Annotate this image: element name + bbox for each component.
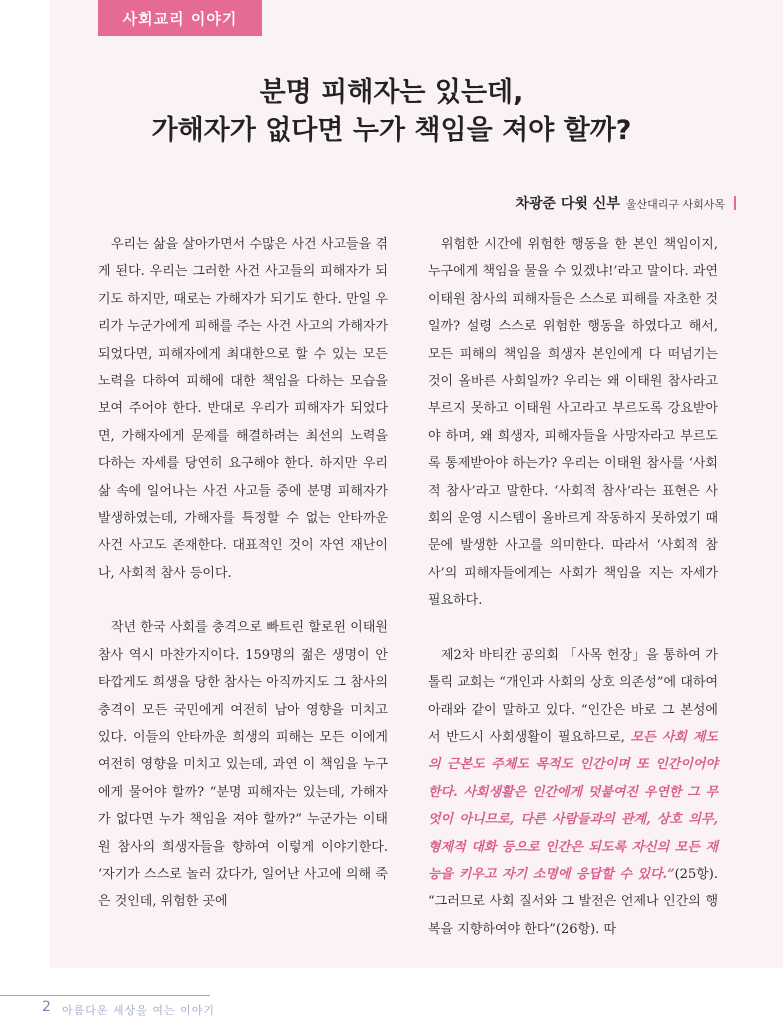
author-byline bbox=[515, 193, 736, 213]
magazine-name: 아름다운 세상을 여는 이야기 bbox=[62, 1004, 216, 1017]
paragraph: 위험한 시간에 위험한 행동을 한 본인 책임이지, 누구에게 책임을 물을 수 있겠냐!’라고 말이다. 과연 이태원 참사의 피해자들은 스스로 피해를 자초한 것일까? 설령 스스로 위험한 행동을 하였다고 해서, 모든 피해의 책임을 희생자 본인에게 다 떠넘기는 것이 올바른 사회일까? 우리는 왜 이태원 참사라고 부르지 못하고 이태원 사고라고 부르도록 강요받아야 하며, 왜 희생자, 피해자들을 사망자라고 부르도록 통제받아야 하는가? 우리는 이태원 참사를 ‘사회적 참사’라고 말한다. ‘사회적 참사’라는 표현은 사회의 운영 시스템이 올바르게 작동하지 못하였기 때문에 발생한 사고를 의미한다. 따라서 ‘사회적 참사’의 피해자들에게는 사회가 책임을 지는 자세가 필요하다. bbox=[428, 237, 718, 609]
paragraph: 작년 한국 사회를 충격으로 빠트린 할로윈 이태원 참사 역시 마찬가지이다. 159명의 젊은 생명이 안타깝게도 희생을 당한 참사는 아직까지도 그 참사의 충격이 모든 국민에게 여전히 남아 영향을 미치고 있다. 이들의 안타까운 희생의 피해는 모든 이에게 여전히 영향을 미치고 있는데, 과연 이 책임을 누구에게 물어야 할까? “분명 피해자는 있는데, 가해자가 없다면 누가 책임을 져야 할까?” 누군가는 이태원 참사의 희생자들을 향하여 이렇게 이야기한다. ‘자기가 스스로 놀러 갔다가, 일어난 사고에 의해 죽은 것인데, 위험한 곳에 bbox=[98, 620, 388, 910]
byline-accent-bar bbox=[734, 196, 736, 210]
author-affiliation: 울산대리구 사회사목 bbox=[625, 198, 725, 211]
paragraph-text: (25항). “그러므로 사회 질서와 그 발전은 언제나 인간의 행복을 지향하여야 한다”(26항). 따 bbox=[428, 866, 718, 937]
title-line-1: 분명 피해자는 있는데, bbox=[259, 77, 524, 108]
paragraph-text: 제2차 바티칸 공의회 「사목 헌장」을 통하여 가톨릭 교회는 “개인과 사회의 상호 의존성”에 대하여 아래와 같이 말하고 있다. “인간은 바로 그 본성에서 반드시 사회생활이 필요하므로, bbox=[428, 647, 718, 745]
right-column bbox=[428, 231, 718, 943]
paragraph: 우리는 삶을 살아가면서 수많은 사건 사고들을 겪게 된다. 우리는 그러한 사건 사고들의 피해자가 되기도 하지만, 때로는 가해자가 되기도 한다. 만일 우리가 누군가에게 피해를 주는 사건 사고의 가해자가 되었다면, 피해자에게 최대한으로 할 수 있는 모든 노력을 다하여 피해에 대한 책임을 다하는 모습을 보여 주어야 한다. 반대로 우리가 피해자가 되었다면, 가해자에게 문제를 해결하려는 최선의 노력을 다하는 자세를 당연히 요구해야 한다. 하지만 우리 삶 속에 일어나는 사건 사고들 중에 분명 피해자가 발생하였는데, 가해자를 특정할 수 없는 안타까운 사건 사고도 존재한다. 대표적인 것이 자연 재난이나, 사회적 참사 등이다. bbox=[98, 237, 388, 581]
article-title bbox=[0, 74, 783, 150]
footer-divider bbox=[0, 995, 210, 996]
highlighted-quote: 모든 사회 제도의 근본도 주체도 목적도 인간이며 또 인간이어야 한다. 사회생활은 인간에게 덧붙여진 우연한 그 무엇이 아니므로, 다른 사람들과의 관계, 상호 의무, 형제적 대화 등으로 인간은 되도록 자신의 모든 재능을 키우고 자기 소명에 응답할 수 있다.” bbox=[428, 729, 718, 882]
paragraph bbox=[428, 642, 718, 943]
left-column bbox=[98, 231, 388, 916]
section-tag: 사회교리 이야기 bbox=[98, 0, 262, 36]
author-name: 차광준 다윗 신부 bbox=[515, 196, 620, 212]
title-line-2: 가해자가 없다면 누가 책임을 져야 할까? bbox=[151, 115, 632, 146]
page-number: 2 bbox=[42, 999, 51, 1015]
